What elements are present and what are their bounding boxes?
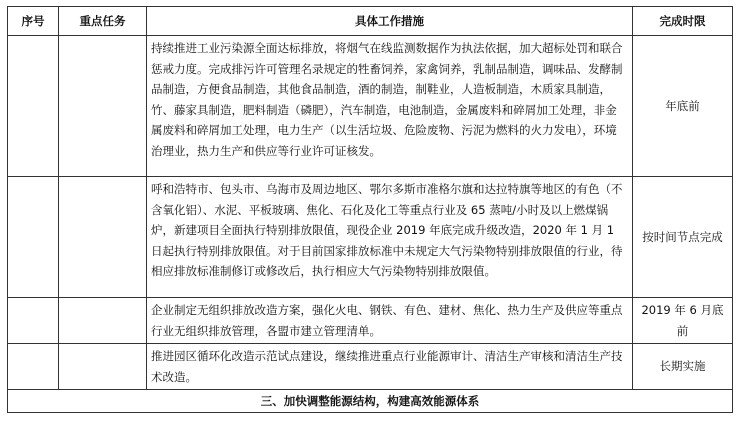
row-index (8, 177, 59, 298)
row-measure: 推进园区循环化改造示范试点建设，继续推进重点行业能源审计、清洁生产审核和清洁生产技术改造。 (147, 344, 633, 390)
row-index (8, 344, 59, 390)
table-row (8, 298, 733, 344)
table-row (8, 36, 733, 177)
table-header-row (8, 7, 733, 36)
row-task (59, 344, 147, 390)
row-task (59, 298, 147, 344)
row-deadline: 按时间节点完成 (633, 177, 733, 298)
table-row (8, 344, 733, 390)
row-measure: 企业制定无组织排放改造方案，强化火电、钢铁、有色、建材、焦化、热力生产及供应等重点行业无组织排放管理，各盟市建立管理清单。 (147, 298, 633, 344)
row-index (8, 36, 59, 177)
header-index: 序号 (8, 7, 59, 36)
row-deadline: 2019 年 6 月底前 (633, 298, 733, 344)
row-task (59, 36, 147, 177)
header-measure: 具体工作措施 (147, 7, 633, 36)
row-deadline: 年底前 (633, 36, 733, 177)
section-title: 三、加快调整能源结构，构建高效能源体系 (8, 390, 733, 413)
table-row (8, 177, 733, 298)
section-row (8, 390, 733, 413)
row-deadline: 长期实施 (633, 344, 733, 390)
row-measure: 呼和浩特市、包头市、乌海市及周边地区、鄂尔多斯市准格尔旗和达拉特旗等地区的有色（不含氧化铝）、水泥、平板玻璃、焦化、石化及化工等重点行业及 65 蒸吨/小时及以上燃煤锅炉，新建项目全面执行特别排放限值，现役企业 2019 年底完成升级改造，2020 年 1 月 1 日起执行特别排放限值。对于目前国家排放标准中未规定大气污染物特别排放限值的行业，待相应排放标准制修订或修改后，执行相应大气污染物特别排放限值。 (147, 177, 633, 298)
row-index (8, 298, 59, 344)
row-measure: 持续推进工业污染源全面达标排放，将烟气在线监测数据作为执法依据，加大超标处罚和联合惩戒力度。完成排污许可管理名录规定的牲畜饲养，家禽饲养，乳制品制造，调味品、发酵制品制造，方便食品制造，其他食品制造，酒的制造，制鞋业，人造板制造，木质家具制造，竹、藤家具制造，肥料制造（磷肥），汽车制造，电池制造，金属废料和碎屑加工处理，非金属废料和碎屑加工处理，电力生产（以生活垃圾、危险废物、污泥为燃料的火力发电），环境治理业，热力生产和供应等行业许可证核发。 (147, 36, 633, 177)
header-deadline: 完成时限 (633, 7, 733, 36)
measures-table (7, 6, 733, 413)
row-task (59, 177, 147, 298)
header-task: 重点任务 (59, 7, 147, 36)
